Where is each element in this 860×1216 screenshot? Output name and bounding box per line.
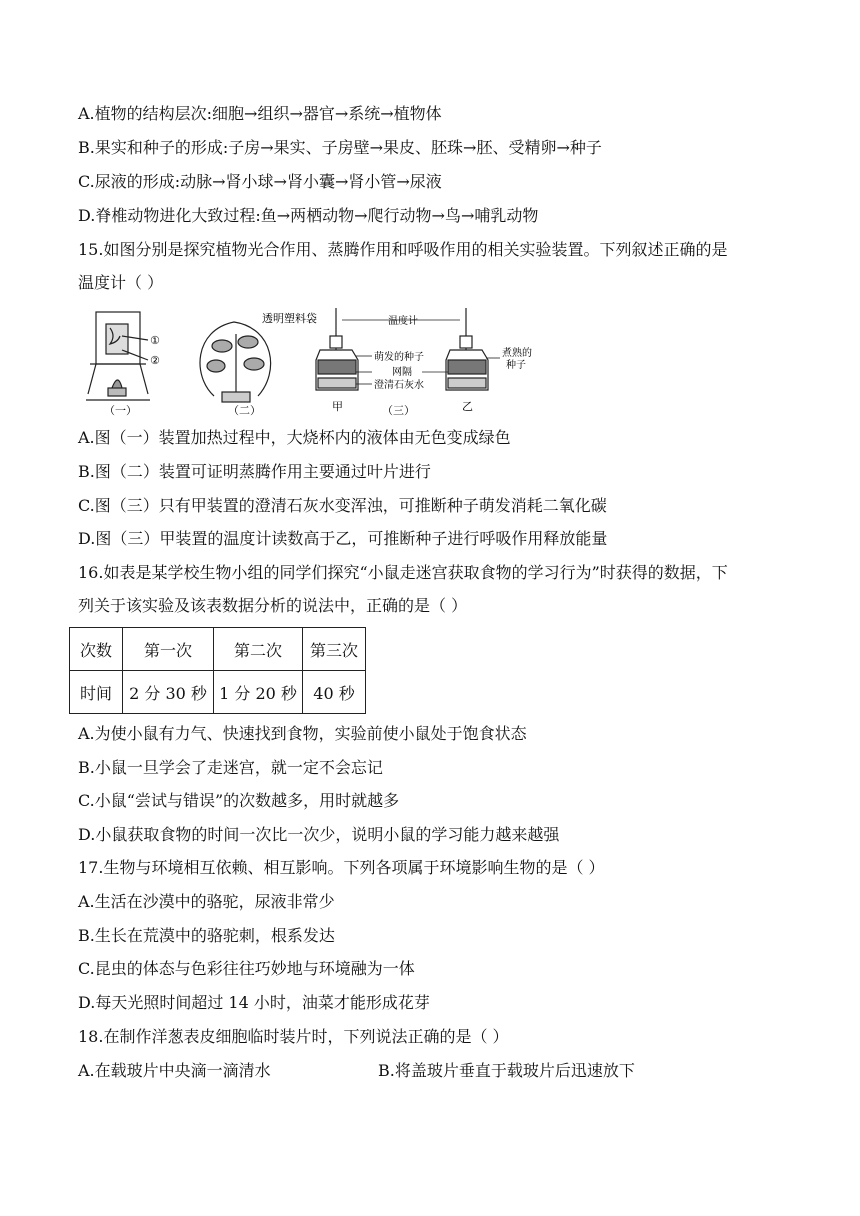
table-header-row — [70, 628, 366, 671]
mark-1-label: ① — [150, 334, 160, 347]
table-cell: 第一次 — [123, 628, 214, 671]
q16-option-d: D.小鼠获取食物的时间一次比一次少，说明小鼠的学习能力越来越强 — [78, 825, 560, 844]
q14-option-a: A.植物的结构层次:细胞→组织→器官→系统→植物体 — [78, 104, 442, 123]
table-cell: 第二次 — [214, 628, 303, 671]
q14-option-c: C.尿液的形成:动脉→肾小球→肾小囊→肾小管→尿液 — [78, 172, 442, 191]
jia-label: 甲 — [332, 400, 343, 413]
q17-option-a: A.生活在沙漠中的骆驼，尿液非常少 — [78, 892, 335, 911]
q18-option-b: B.将盖玻片垂直于载玻片后迅速放下 — [378, 1061, 635, 1080]
plastic-bag-label: 透明塑料袋 — [262, 312, 317, 325]
table-cell: 第三次 — [303, 628, 366, 671]
table-cell: 时间 — [70, 671, 123, 714]
figure-one-apparatus — [86, 312, 150, 400]
q15-stem-line1: 15.如图分别是探究植物光合作用、蒸腾作用和呼吸作用的相关实验装置。下列叙述正确的是 — [78, 240, 728, 259]
q17-option-b: B.生长在荒漠中的骆驼刺，根系发达 — [78, 926, 335, 945]
figure-two-label: （二） — [228, 404, 261, 417]
figure-three-label: （三） — [382, 404, 415, 417]
mark-2-label: ② — [150, 354, 160, 367]
figure-one-label: （一） — [104, 404, 137, 417]
experiment-figure — [82, 306, 552, 418]
table-cell: 次数 — [70, 628, 123, 671]
q15-option-c: C.图（三）只有甲装置的澄清石灰水变浑浊，可推断种子萌发消耗二氧化碳 — [78, 496, 607, 515]
q14-option-d: D.脊椎动物进化大致过程:鱼→两栖动物→爬行动物→鸟→哺乳动物 — [78, 206, 539, 225]
q15-option-a: A.图（一）装置加热过程中，大烧杯内的液体由无色变成绿色 — [78, 428, 511, 447]
table-cell: 1 分 20 秒 — [214, 671, 303, 714]
q14-option-b: B.果实和种子的形成:子房→果实、子房壁→果皮、胚珠→胚、受精卵→种子 — [78, 138, 602, 157]
q17-option-d: D.每天光照时间超过 14 小时，油菜才能形成花芽 — [78, 993, 430, 1012]
limewater-label: 澄清石灰水 — [374, 380, 424, 391]
table-cell: 40 秒 — [303, 671, 366, 714]
mesh-label: 网隔 — [392, 367, 412, 378]
q15-option-d: D.图（三）甲装置的温度计读数高于乙，可推断种子进行呼吸作用释放能量 — [78, 529, 608, 548]
q16-option-c: C.小鼠“尝试与错误”的次数越多，用时就越多 — [78, 791, 400, 810]
q18-option-a: A.在载玻片中央滴一滴清水 — [78, 1061, 271, 1080]
maze-data-table — [69, 627, 366, 714]
cooked-seeds-label-1: 煮熟的 — [502, 348, 532, 359]
q15-option-b: B.图（二）装置可证明蒸腾作用主要通过叶片进行 — [78, 462, 431, 481]
thermometer-label: 温度计 — [388, 316, 418, 327]
q16-option-a: A.为使小鼠有力气、快速找到食物，实验前使小鼠处于饱食状态 — [78, 724, 527, 743]
figure-two-apparatus — [200, 322, 271, 402]
q18-stem: 18.在制作洋葱表皮细胞临时装片时，下列说法正确的是（ ） — [78, 1027, 509, 1046]
experiment-diagram — [82, 306, 552, 418]
q15-stem-line2: 温度计（ ） — [78, 273, 164, 292]
q16-stem-line1: 16.如表是某学校生物小组的同学们探究“小鼠走迷宫获取食物的学习行为”时获得的数据，下 — [78, 563, 728, 582]
table-cell: 2 分 30 秒 — [123, 671, 214, 714]
q17-stem: 17.生物与环境相互依赖、相互影响。下列各项属于环境影响生物的是（ ） — [78, 858, 605, 877]
germinating-seeds-label: 萌发的种子 — [374, 352, 424, 363]
q16-option-b: B.小鼠一旦学会了走迷宫，就一定不会忘记 — [78, 758, 383, 777]
table-row — [70, 671, 366, 714]
yi-label: 乙 — [462, 400, 473, 413]
q16-stem-line2: 列关于该实验及该表数据分析的说法中，正确的是（ ） — [78, 596, 468, 615]
cooked-seeds-label-2: 种子 — [506, 360, 526, 371]
q17-option-c: C.昆虫的体态与色彩往往巧妙地与环境融为一体 — [78, 959, 415, 978]
